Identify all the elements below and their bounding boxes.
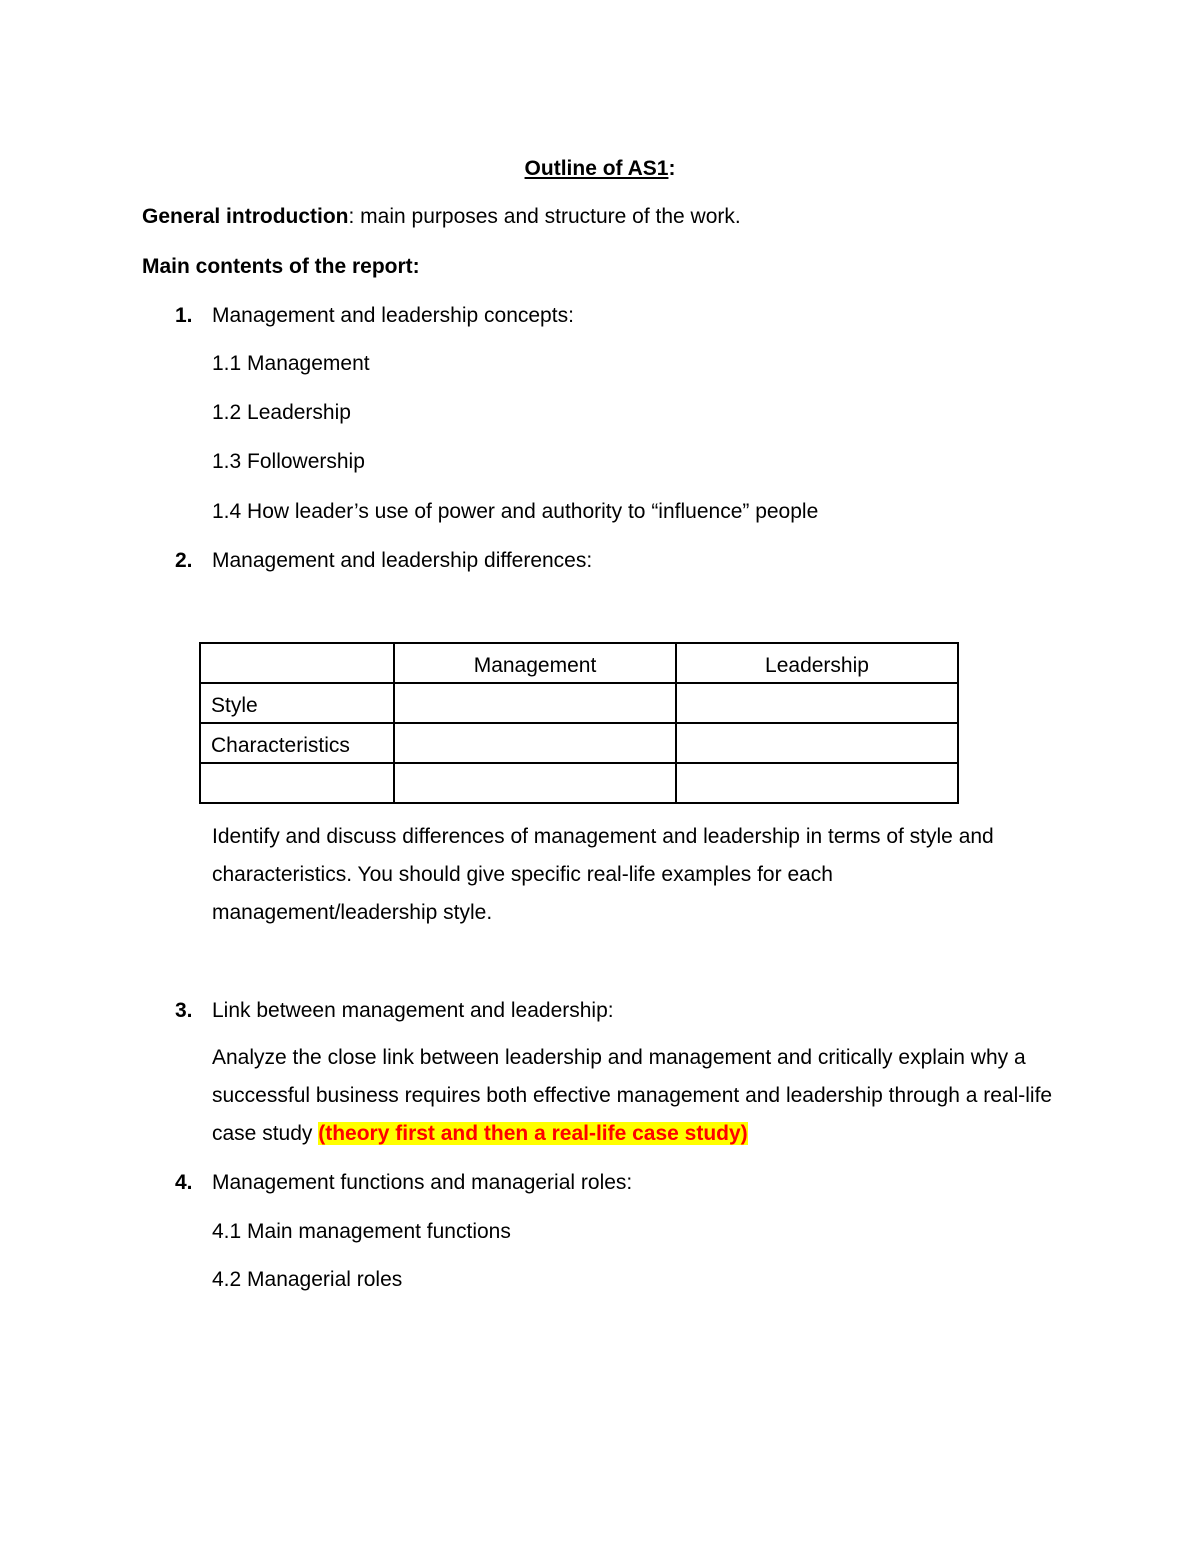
table-header-row (200, 643, 958, 683)
section-heading: Link between management and leadership: (212, 999, 614, 1022)
subitem: 1.3 Followership (212, 450, 365, 473)
table-header-cell (394, 643, 676, 683)
row-label-characteristics: Characteristics (211, 734, 350, 757)
section-number: 3. (175, 999, 193, 1022)
header-management: Management (473, 654, 597, 677)
table-row (200, 683, 958, 723)
table-row (200, 763, 958, 803)
section-heading: Management and leadership differences: (212, 549, 593, 572)
table-cell (676, 763, 958, 803)
subitem: 1.2 Leadership (212, 401, 351, 424)
section-paragraph (212, 1039, 1062, 1153)
table-row (200, 723, 958, 763)
comparison-table (199, 642, 959, 804)
subitem: 1.4 How leader’s use of power and authority to “influence” people (212, 500, 819, 523)
document-title-colon: : (668, 157, 676, 180)
main-contents-heading: Main contents of the report: (142, 255, 420, 278)
section-heading: Management functions and managerial roles: (212, 1171, 633, 1194)
paragraph-text: Analyze the close link between leadership and management and critically explain why a successful business requires both effective management and leadership through a real-life case study (212, 1046, 1053, 1145)
header-leadership: Leadership (765, 654, 869, 677)
general-introduction-text: : main purposes and structure of the work. (348, 205, 741, 228)
section-number: 4. (175, 1171, 193, 1194)
table-cell (394, 723, 676, 763)
table-header-cell (200, 643, 394, 683)
table-cell (676, 723, 958, 763)
document-title (0, 158, 1200, 179)
table-cell (200, 723, 394, 763)
table-cell (394, 683, 676, 723)
subitem: 1.1 Management (212, 352, 370, 375)
general-introduction-label: General introduction (142, 205, 349, 228)
table-cell (676, 683, 958, 723)
general-introduction (142, 206, 741, 227)
highlighted-note: (theory first and then a real-life case study) (318, 1122, 748, 1145)
subitem: 4.2 Managerial roles (212, 1268, 403, 1291)
table-cell (200, 763, 394, 803)
section-number: 1. (175, 304, 193, 327)
document-title-text: Outline of AS1 (524, 157, 669, 180)
table-header-cell (676, 643, 958, 683)
table-cell (200, 683, 394, 723)
section-number: 2. (175, 549, 193, 572)
subitem: 4.1 Main management functions (212, 1220, 511, 1243)
row-label-style: Style (211, 694, 258, 717)
table-cell (394, 763, 676, 803)
section-paragraph: Identify and discuss differences of management and leadership in terms of style and characteristics. You should give specific real-life examples for each management/leadership style. (212, 825, 994, 924)
section-heading: Management and leadership concepts: (212, 304, 574, 327)
